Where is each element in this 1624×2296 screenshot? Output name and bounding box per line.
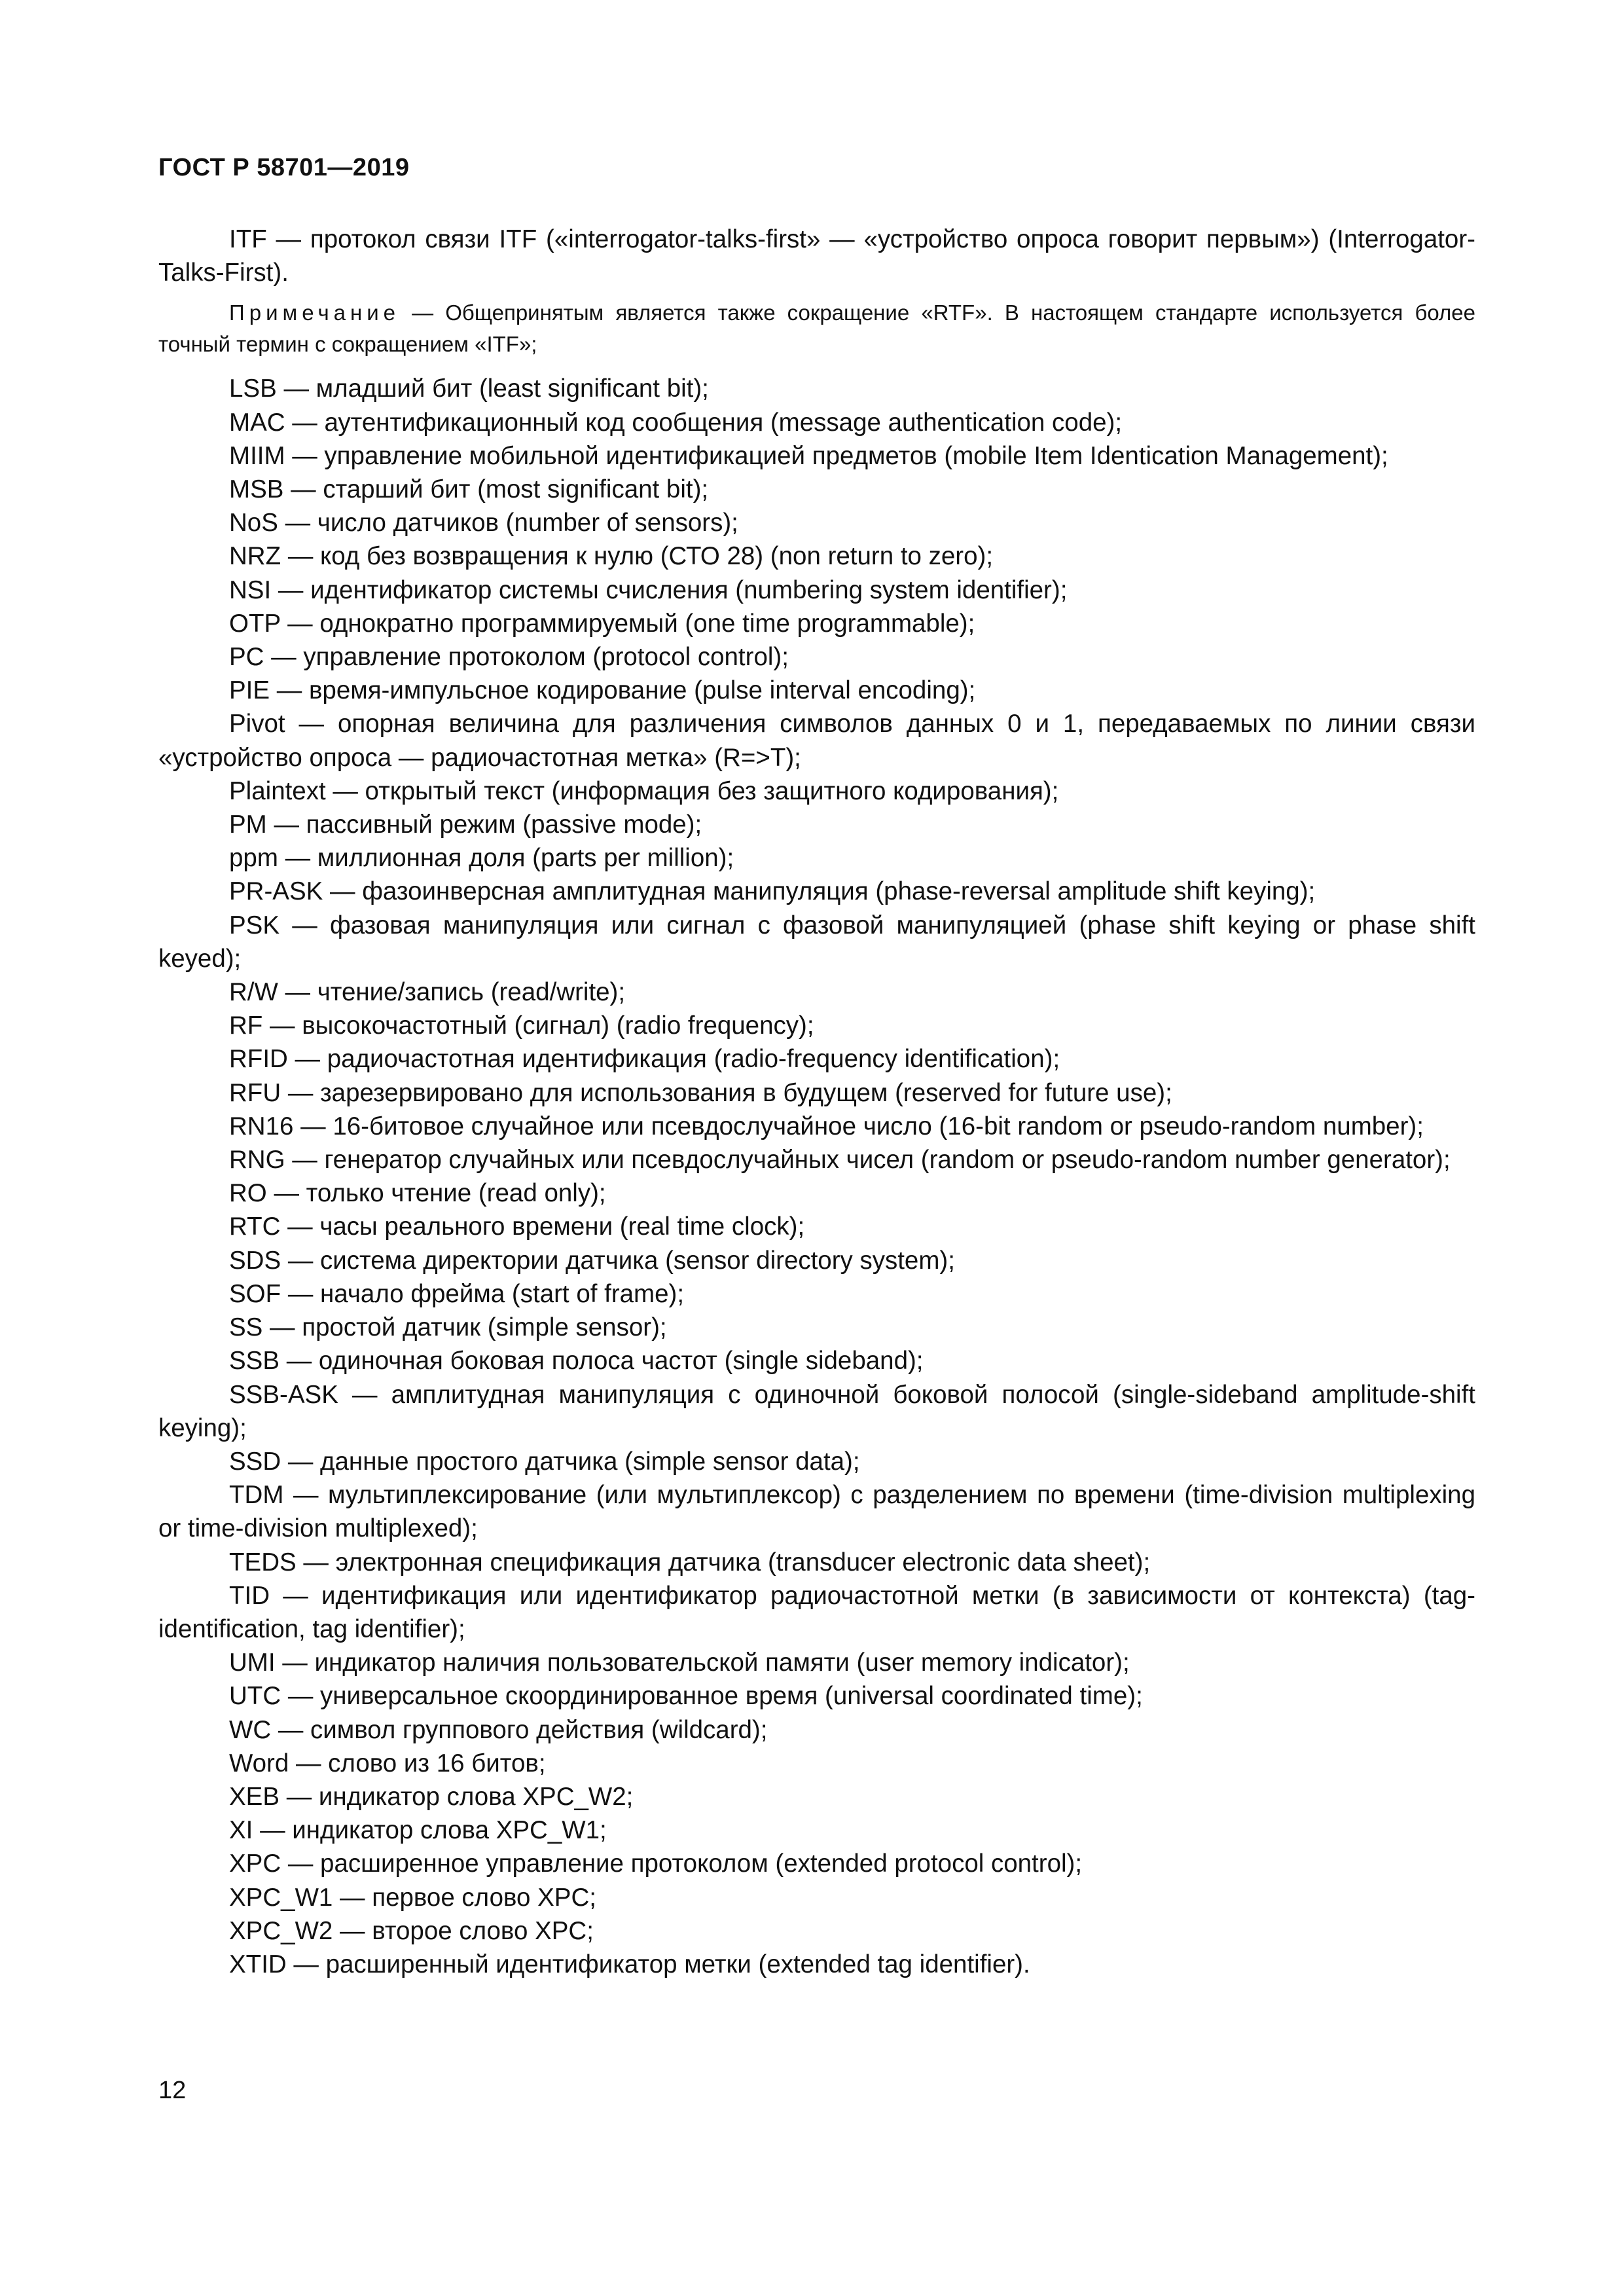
abbreviation-entry: MSB — старший бит (most significant bit); [229, 475, 709, 504]
abbreviations-list [158, 223, 1475, 1981]
document-code-header: ГОСТ Р 58701—2019 [158, 154, 410, 181]
abbreviation-entry: Plaintext — открытый текст (информация без защитного кодирования); [229, 776, 1059, 805]
abbreviation-entry: XI — индикатор слова XPC_W1; [229, 1816, 607, 1845]
abbreviation-entry: LSB — младший бит (least significant bit); [229, 374, 709, 403]
abbreviation-entry: XPC — расширенное управление протоколом (extended protocol control); [229, 1850, 1083, 1878]
abbreviation-entry: XPC_W1 — первое слово XPC; [229, 1883, 596, 1912]
abbreviation-entry: XTID — расширенный идентификатор метки (extended tag identifier). [229, 1950, 1030, 1978]
note-text: — Общепринятым является также сокращение «RTF». В настоящем стандарте используется более точный термин с сокращением «ITF»; [158, 301, 1475, 357]
abbreviation-entry: RN16 — 16-битовое случайное или псевдослучайное число (16-bit random or pseudo-random number); [229, 1112, 1424, 1140]
abbreviation-entry: NoS — число датчиков (number of sensors); [229, 509, 738, 538]
abbreviation-entry: NRZ — код без возвращения к нулю (СТО 28) (non return to zero); [229, 542, 994, 571]
abbreviation-entry: PM — пассивный режим (passive mode); [229, 811, 702, 839]
abbreviation-entry: R/W — чтение/запись (read/write); [229, 978, 626, 1007]
abbreviation-entry: Pivot — опорная величина для различения символов данных 0 и 1, передаваемых по линии связи «устройство опроса — радиочастотная метка» (R=>T); [158, 710, 1475, 772]
note-paragraph [158, 297, 1475, 360]
abbreviation-entry: OTP — однократно программируемый (one time programmable); [229, 609, 975, 638]
abbreviation-entry: XEB — индикатор слова XPC_W2; [229, 1782, 634, 1811]
abbreviation-entry: MIIM — управление мобильной идентификацией предметов (mobile Item Identication Management); [229, 441, 1388, 470]
abbreviation-entry: SSB-ASK — амплитудная манипуляция с одиночной боковой полосой (single-sideband amplitude-shift keying); [158, 1380, 1475, 1442]
abbreviation-entry: RNG — генератор случайных или псевдослучайных чисел (random or pseudo-random number generator); [229, 1146, 1451, 1175]
abbreviation-entry: SSB — одиночная боковая полоса частот (single sideband); [229, 1347, 924, 1376]
abbreviation-entry: RO — только чтение (read only); [229, 1179, 606, 1208]
abbreviation-entry: PR-ASK — фазоинверсная амплитудная манипуляция (phase-reversal amplitude shift keying); [229, 877, 1316, 906]
abbreviation-entry: RFU — зарезервировано для использования в будущем (reserved for future use); [229, 1078, 1172, 1107]
abbreviation-entry: RFID — радиочастотная идентификация (radio-frequency identification); [229, 1045, 1060, 1074]
page-number: 12 [158, 2077, 187, 2104]
entries-container [158, 372, 1475, 1981]
abbreviation-entry: PC — управление протоколом (protocol control); [229, 643, 789, 672]
abbreviation-entry: TDM — мультиплексирование (или мультиплексор) с разделением по времени (time-division multiplexing or time-division multiplexed); [158, 1481, 1475, 1543]
entry-itf: ITF — протокол связи ITF («interrogator-talks-first» — «устройство опроса говорит первым») (Interrogator-Talks-First). [158, 225, 1475, 287]
abbreviation-entry: SS — простой датчик (simple sensor); [229, 1313, 667, 1342]
abbreviation-entry: PSK — фазовая манипуляция или сигнал с фазовой манипуляцией (phase shift keying or phase shift keyed); [158, 911, 1475, 973]
abbreviation-entry: TID — идентификация или идентификатор радиочастотной метки (в зависимости от контекста) (tag-identification, tag identifier); [158, 1581, 1475, 1643]
abbreviation-entry: XPC_W2 — второе слово XPC; [229, 1916, 594, 1945]
abbreviation-entry: ppm — миллионная доля (parts per million); [229, 844, 734, 873]
abbreviation-entry: PIE — время-импульсное кодирование (pulse interval encoding); [229, 676, 976, 705]
abbreviation-entry: SSD — данные простого датчика (simple sensor data); [229, 1447, 860, 1476]
abbreviation-entry: Word — слово из 16 битов; [229, 1749, 546, 1777]
abbreviation-entry: SOF — начало фрейма (start of frame); [229, 1279, 685, 1308]
abbreviation-entry: TEDS — электронная спецификация датчика (transducer electronic data sheet); [229, 1548, 1151, 1576]
abbreviation-entry: RF — высокочастотный (сигнал) (radio frequency); [229, 1011, 814, 1040]
abbreviation-entry: WC — символ группового действия (wildcard); [229, 1715, 768, 1744]
abbreviation-entry: MAC — аутентификационный код сообщения (message authentication code); [229, 408, 1123, 437]
abbreviation-entry: SDS — система директории датчика (sensor directory system); [229, 1246, 955, 1275]
abbreviation-entry: UTC — универсальное скоординированное время (universal coordinated time); [229, 1682, 1143, 1711]
abbreviation-entry: NSI — идентификатор системы счисления (numbering system identifier); [229, 575, 1068, 604]
note-label: Примечание [229, 301, 401, 325]
abbreviation-entry: RTC — часы реального времени (real time clock); [229, 1212, 805, 1241]
abbreviation-entry: UMI — индикатор наличия пользовательской памяти (user memory indicator); [229, 1649, 1130, 1677]
